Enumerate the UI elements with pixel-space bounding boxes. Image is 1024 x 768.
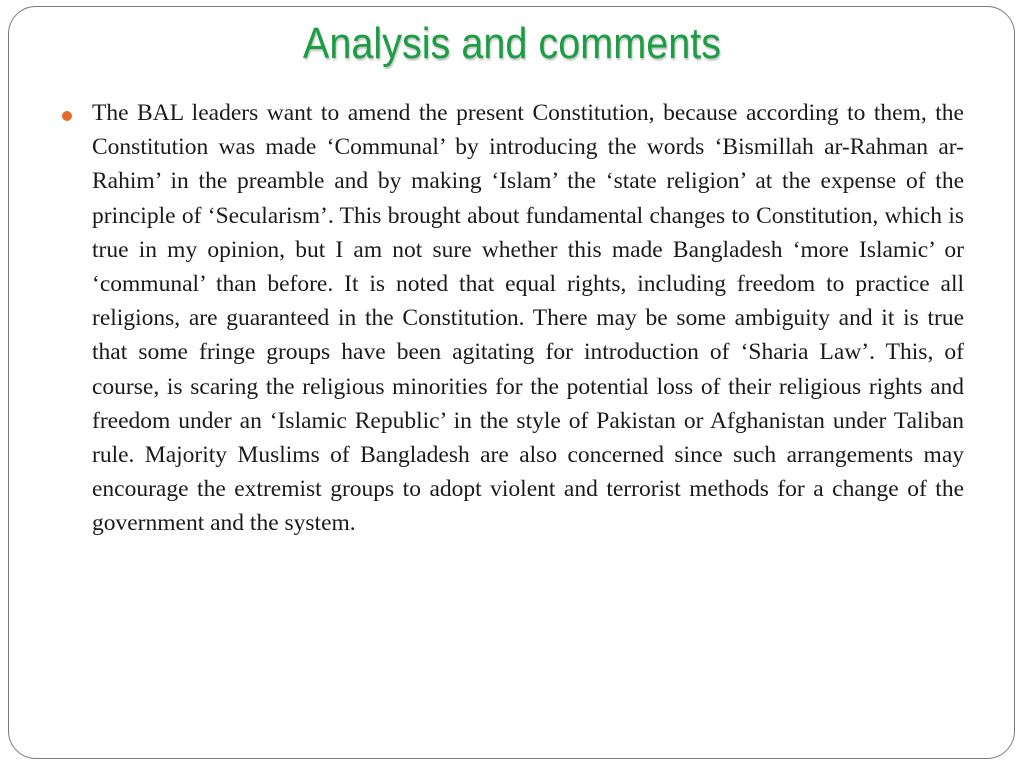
bullet-text: The BAL leaders want to amend the present Constitution, because according to them, the Constitution was made ‘Communal’ by introducing the words ‘Bismillah ar-Rahman ar-Rahim’ in the preamble and by making ‘Islam’ the ‘state religion’ at the expense of the principle of ‘Secularism’. This brought about fundamental changes to Constitution, which is true in my opinion, but I am not sure whether this made Bangladesh ‘more Islamic’ or ‘communal’ than before. It is noted that equal rights, including freedom to practice all religions, are guaranteed in the Constitution. There may be some ambiguity and it is true that some fringe groups have been agitating for introduction of ‘Sharia Law’. This, of course, is scaring the religious minorities for the potential loss of their religious rights and freedom under an ‘Islamic Republic’ in the style of Pakistan or Afghanistan under Taliban rule. Majority Muslims of Bangladesh are also concerned since such arrangements may encourage the extremist groups to adopt violent and terrorist methods for a change of the government and the system. — [92, 100, 964, 537]
slide-title: Analysis and comments — [302, 19, 722, 68]
slide-body — [62, 96, 964, 541]
bullet-dot-icon — [62, 111, 72, 121]
bullet-item — [62, 96, 964, 541]
